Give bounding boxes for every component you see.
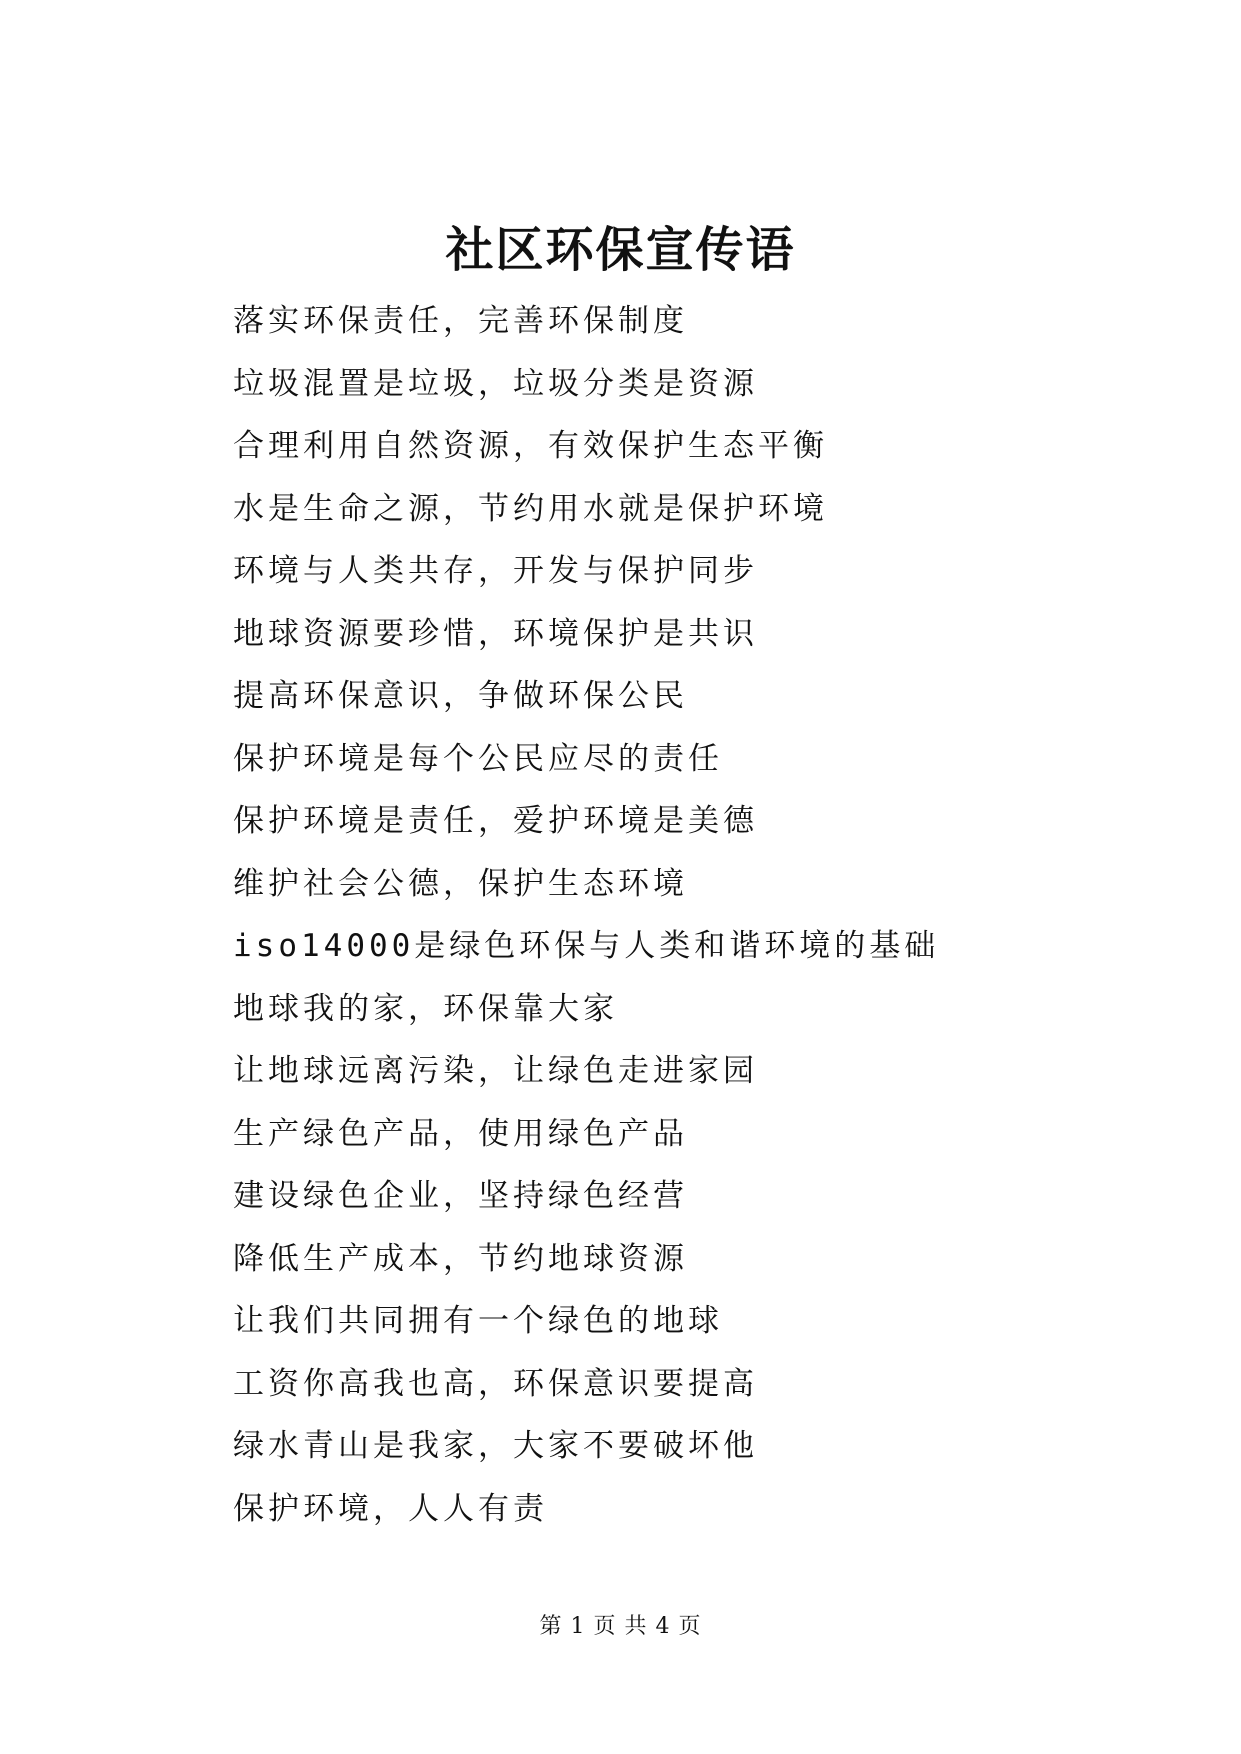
slogan-line: 落实环保责任，完善环保制度: [233, 303, 688, 339]
slogan-line: 降低生产成本，节约地球资源: [233, 1240, 688, 1277]
slogan-list: [233, 290, 1133, 1540]
slogan-line: 地球我的家，环保靠大家: [233, 990, 618, 1027]
slogan-line: 合理利用自然资源，有效保护生态平衡: [233, 428, 828, 464]
slogan-line: 环境与人类共存，开发与保护同步: [233, 553, 758, 589]
slogan-line: 提高环保意识，争做环保公民: [233, 678, 688, 714]
slogan-line: 生产绿色产品，使用绿色产品: [233, 1115, 688, 1152]
slogan-line: 保护环境是每个公民应尽的责任: [233, 740, 723, 777]
page-number-footer: 第 1 页 共 4 页: [539, 1614, 702, 1639]
slogan-line: 垃圾混置是垃圾，垃圾分类是资源: [233, 365, 758, 402]
slogan-line: 让我们共同拥有一个绿色的地球: [233, 1303, 723, 1339]
slogan-line: 维护社会公德，保护生态环境: [233, 865, 688, 902]
slogan-line: 水是生命之源，节约用水就是保护环境: [233, 490, 828, 527]
slogan-line: iso14000是绿色环保与人类和谐环境的基础: [233, 928, 940, 964]
slogan-line: 保护环境，人人有责: [233, 1490, 548, 1527]
document-title: 社区环保宣传语: [445, 222, 796, 278]
slogan-line: 工资你高我也高，环保意识要提高: [233, 1365, 758, 1402]
slogan-line: 绿水青山是我家，大家不要破坏他: [233, 1428, 758, 1464]
slogan-line: 建设绿色企业，坚持绿色经营: [233, 1178, 688, 1214]
slogan-line: 地球资源要珍惜，环境保护是共识: [233, 615, 758, 652]
slogan-line: 保护环境是责任，爱护环境是美德: [233, 803, 758, 839]
slogan-line: 让地球远离污染，让绿色走进家园: [233, 1053, 758, 1089]
